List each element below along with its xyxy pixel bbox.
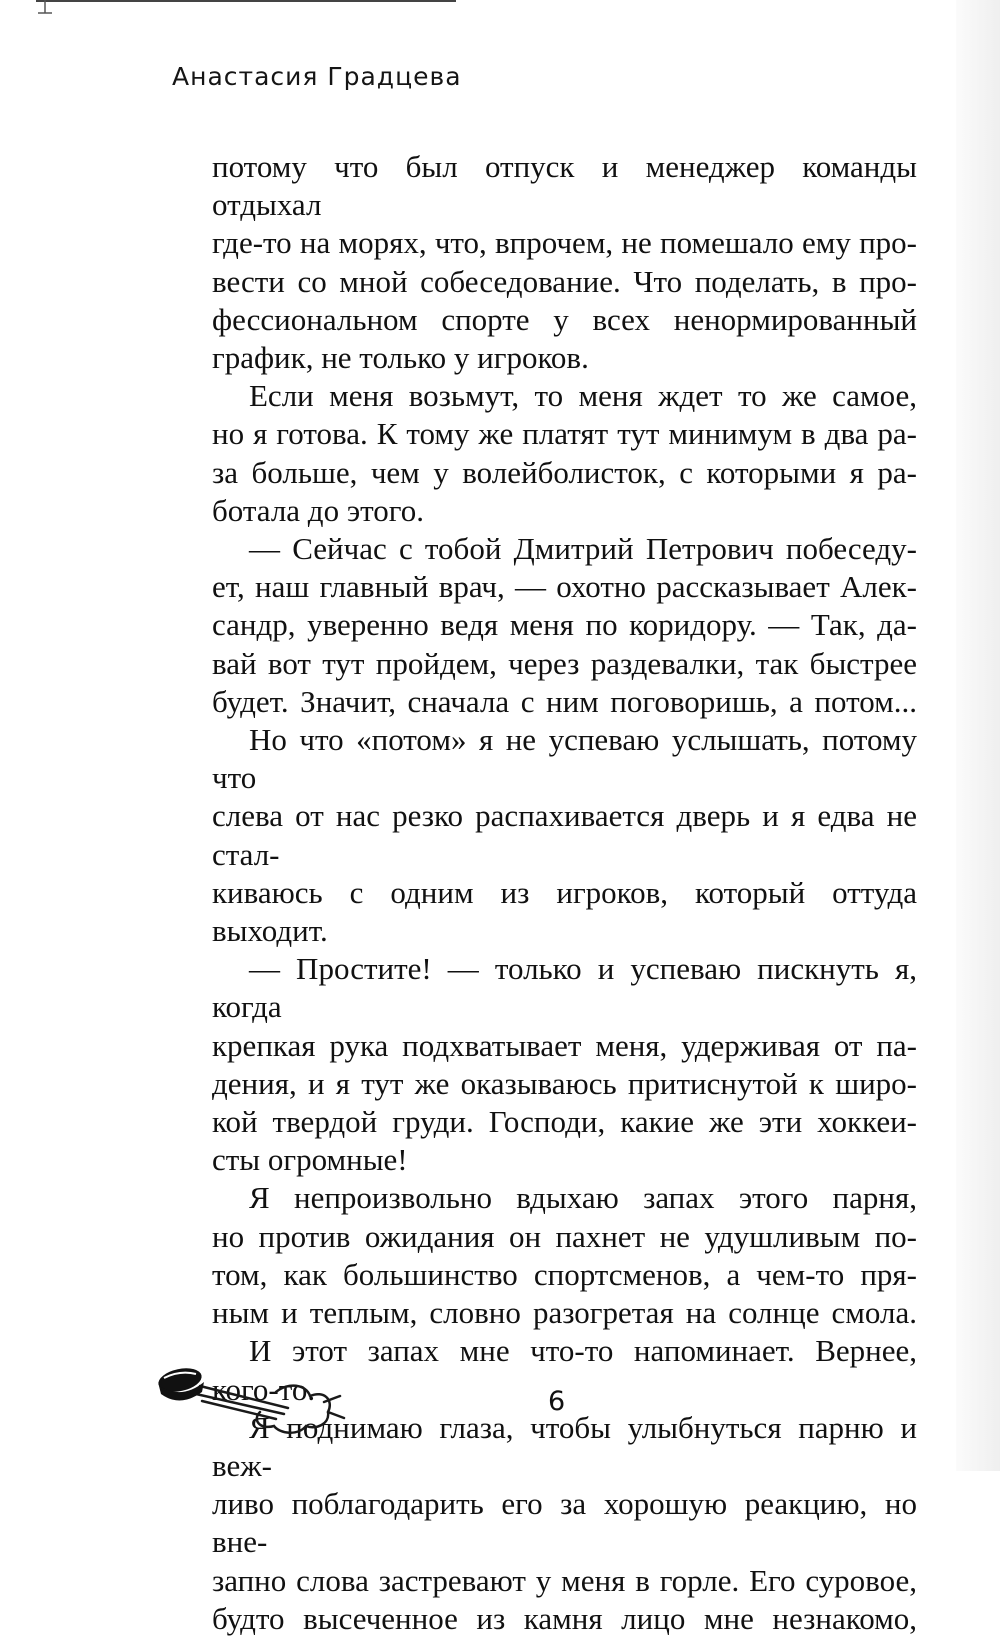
text-line: ботала до этого. xyxy=(212,492,424,528)
text-line: кого-то. xyxy=(212,1371,316,1407)
text-line: будто высеченное из камня лицо мне незнакомо, xyxy=(212,1600,917,1636)
text-line: будет. Значит, сначала с ним поговоришь, а потом... xyxy=(212,683,917,719)
text-line: — Сейчас с тобой Дмитрий Петрович побеседу- xyxy=(249,531,917,567)
hockey-puck-icon xyxy=(156,1356,356,1436)
text-line: И этот запах мне что-то напоминает. Вернее, xyxy=(249,1333,917,1369)
crop-mark-icon xyxy=(36,0,54,14)
text-line: где-то на морях, что, впрочем, не помешало ему про- xyxy=(212,225,917,261)
text-line: за больше, чем у волейболисток, с которыми я ра- xyxy=(212,454,917,490)
text-line: вай вот тут пройдем, через раздевалки, так быстрее xyxy=(212,645,917,681)
text-line: график, не только у игроков. xyxy=(212,340,589,376)
text-line: дения, и я тут же оказываюсь притиснутой к широ- xyxy=(212,1065,917,1101)
text-line: Но что «потом» я не успеваю услышать, потому что xyxy=(212,722,917,796)
text-line: киваюсь с одним из игроков, который оттуда выходит. xyxy=(212,874,917,949)
top-rule xyxy=(36,0,456,6)
text-line: том, как большинство спортсменов, а чем-то пря- xyxy=(212,1256,917,1292)
text-line: Я непроизвольно вдыхаю запах этого парня, xyxy=(249,1180,917,1216)
text-line: сандр, уверенно ведя меня по коридору. — Так, да- xyxy=(212,607,917,643)
text-line: запно слова застревают у меня в горле. Его суровое, xyxy=(212,1562,917,1598)
text-line: Если меня возьмут, то меня ждет то же самое, xyxy=(249,378,917,414)
text-line: ливо поблагодарить его за хорошую реакцию, но вне- xyxy=(212,1486,917,1560)
text-line: но против ожидания он пахнет не удушливым по- xyxy=(212,1218,917,1254)
text-line: — Простите! — только и успеваю пискнуть я, когда xyxy=(212,951,917,1025)
text-line: сты огромные! xyxy=(212,1142,408,1178)
text-line: кой твердой груди. Господи, какие же эти хоккеи- xyxy=(212,1104,917,1140)
page-edge-shadow xyxy=(956,0,1000,1471)
running-header-author: Анастасия Градцева xyxy=(172,62,462,91)
text-line: слева от нас резко распахивается дверь и я едва не стал- xyxy=(212,798,917,872)
text-line: фессиональном спорте у всех ненормированный xyxy=(212,301,917,337)
text-line: крепкая рука подхватывает меня, удерживая от па- xyxy=(212,1027,917,1063)
text-line: Я поднимаю глаза, чтобы улыбнуться парню и веж- xyxy=(212,1409,917,1483)
text-line: потому что был отпуск и менеджер команды отдыхал xyxy=(212,149,917,223)
text-line: ным и теплым, словно разогретая на солнце смола. xyxy=(212,1295,917,1331)
text-line: вести со мной собеседование. Что поделать, в про- xyxy=(212,263,917,299)
text-line: но я готова. К тому же платят тут минимум в два ра- xyxy=(212,416,917,452)
text-line: ет, наш главный врач, — охотно рассказывает Алек- xyxy=(212,569,917,605)
page-number: 6 xyxy=(548,1386,566,1417)
